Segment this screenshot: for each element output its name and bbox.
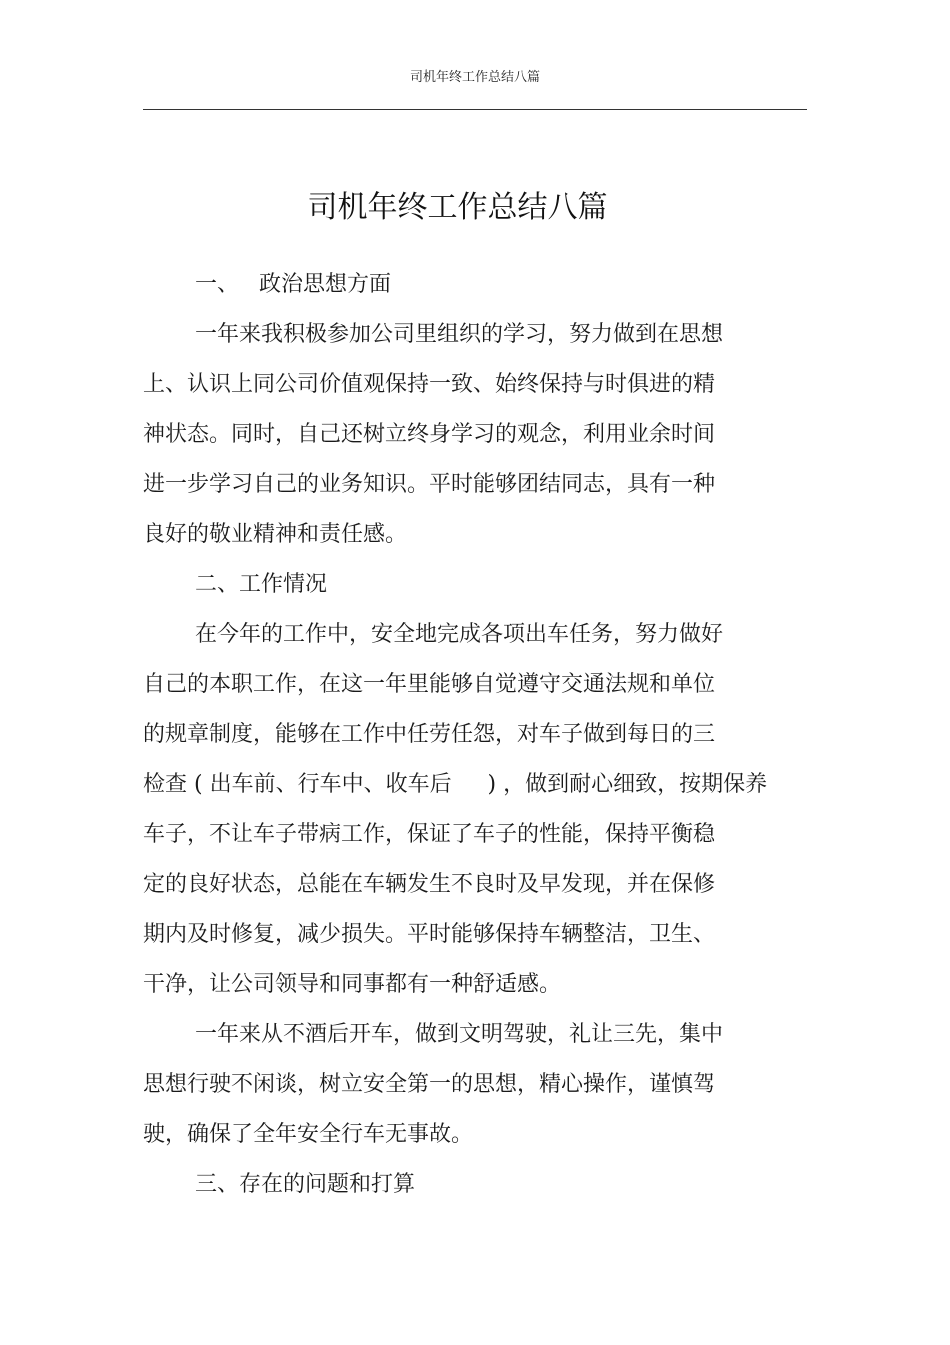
section-heading-1 — [143, 260, 783, 310]
paragraph-line: 一年来我积极参加公司里组织的学习，努力做到在思想 — [195, 322, 724, 347]
paragraph-line: 定的良好状态，总能在车辆发生不良时及早发现，并在保修 — [143, 872, 716, 897]
paragraph-2 — [143, 610, 783, 1010]
paragraph-line: 上、认识上同公司价值观保持一致、始终保持与时俱进的精 — [143, 372, 716, 397]
section-heading-3: 三、存在的问题和打算 — [195, 1172, 416, 1197]
paragraph-line: 进一步学习自己的业务知识。平时能够团结同志，具有一种 — [143, 472, 716, 497]
section-heading-2: 二、工作情况 — [195, 572, 328, 597]
paragraph-line: 车子，不让车子带病工作，保证了车子的性能，保持平衡稳 — [143, 822, 716, 847]
document-title: 司机年终工作总结八篇 — [307, 190, 608, 225]
paragraph-1 — [143, 310, 783, 560]
paragraph-line: 干净，让公司领导和同事都有一种舒适感。 — [143, 972, 562, 997]
paragraph-line: 期内及时修复，减少损失。平时能够保持车辆整洁，卫生、 — [143, 922, 716, 947]
paragraph-line: 的规章制度，能够在工作中任劳任怨，对车子做到每日的三 — [143, 722, 716, 747]
running-header: 司机年终工作总结八篇 — [409, 70, 540, 85]
paragraph-line: 检查 ( 出车前、行车中、收车后 ) ，做到耐心细致，按期保养 — [143, 772, 768, 797]
paragraph-3 — [143, 1010, 783, 1160]
paragraph-line: 在今年的工作中，安全地完成各项出车任务，努力做好 — [195, 622, 724, 647]
paragraph-line: 良好的敬业精神和责任感。 — [143, 522, 408, 547]
paragraph-line: 自己的本职工作，在这一年里能够自觉遵守交通法规和单位 — [143, 672, 716, 697]
paragraph-line: 一年来从不酒后开车，做到文明驾驶，礼让三先，集中 — [195, 1022, 724, 1047]
section-title: 政治思想方面 — [259, 272, 392, 297]
document-body — [143, 260, 783, 1210]
header-divider — [143, 109, 807, 110]
paragraph-line: 思想行驶不闲谈，树立安全第一的思想，精心操作，谨慎驾 — [143, 1072, 716, 1097]
paragraph-line: 驶，确保了全年安全行车无事故。 — [143, 1122, 474, 1147]
paragraph-line: 神状态。同时，自己还树立终身学习的观念，利用业余时间 — [143, 422, 716, 447]
section-number: 一、 — [195, 272, 240, 297]
